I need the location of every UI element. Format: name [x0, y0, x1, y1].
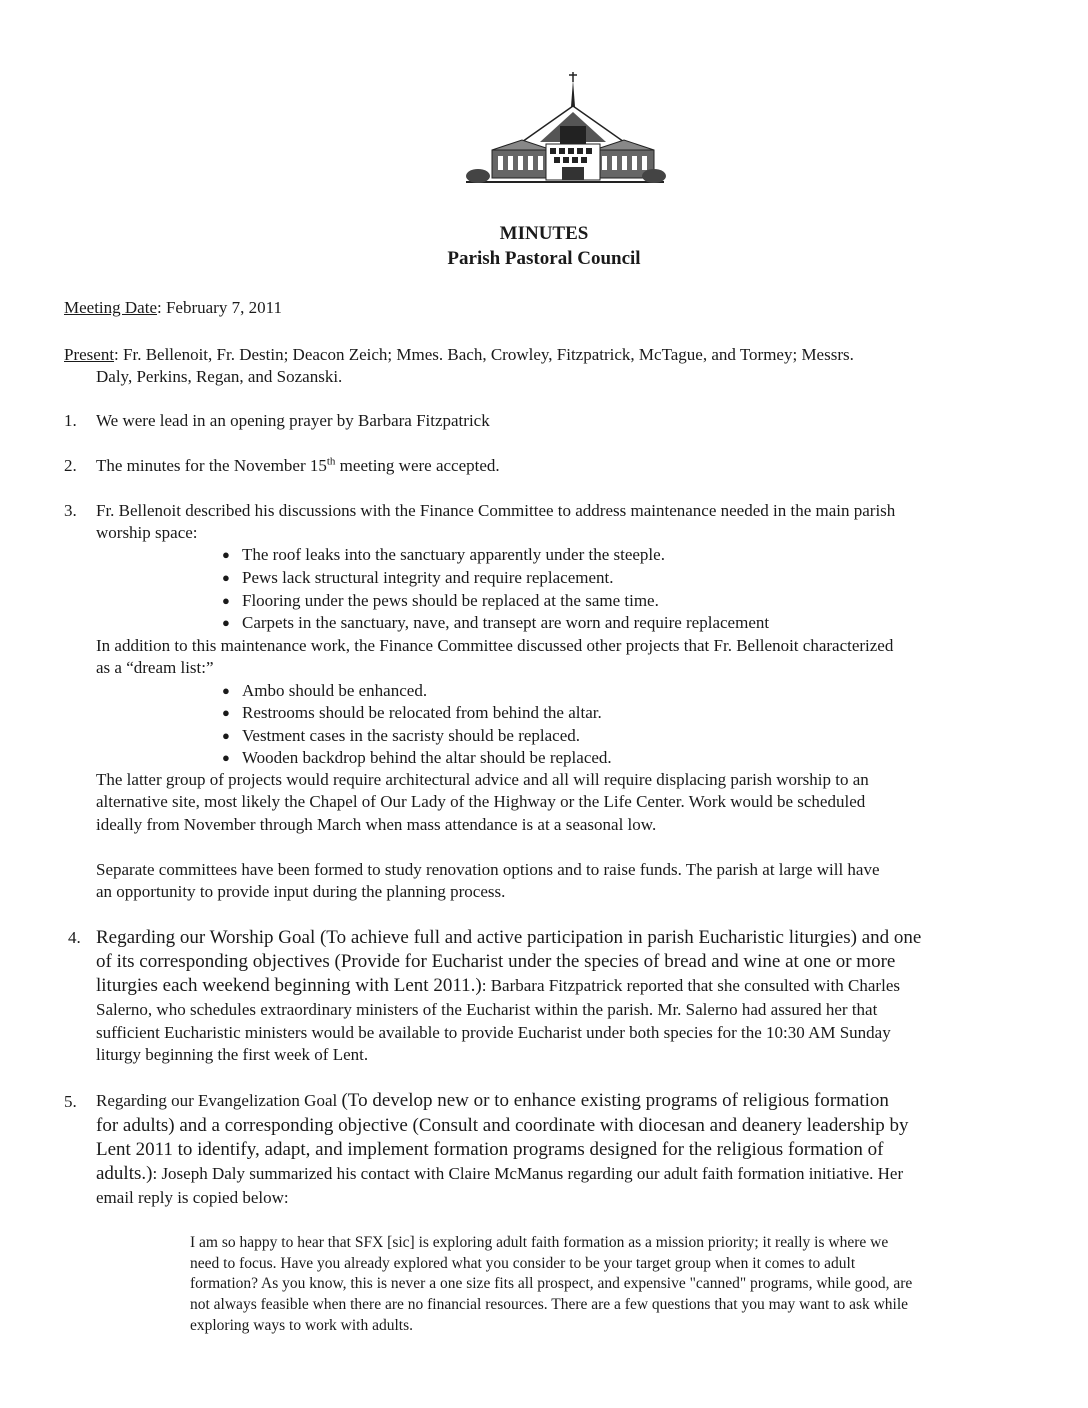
- list-item-text: Vestment cases in the sacristy should be replaced.: [242, 726, 581, 745]
- item5-goal: (To develop new or to enhance existing programs of religious formation: [341, 1090, 889, 1111]
- list-item: ● Restrooms should be relocated from behind the altar.: [222, 703, 602, 722]
- item3-after: ideally from November through March when mass attendance is at a seasonal low.: [96, 815, 657, 834]
- item2-sup: th: [326, 455, 336, 468]
- item5-lead: Regarding our Evangelization Goal: [96, 1091, 342, 1110]
- item3-line: Fr. Bellenoit described his discussions with the Finance Committee to address maintenance needed in the main parish: [96, 501, 896, 520]
- present-label: Present: [64, 345, 115, 364]
- email-quote-line: need to focus. Have you already explored what you consider to be your target group when it comes to adult: [190, 1255, 856, 1272]
- list-item: ● Pews lack structural integrity and require replacement.: [222, 568, 614, 587]
- list-item-text: Flooring under the pews should be replaced at the same time.: [242, 591, 659, 610]
- item-number: 4.: [68, 928, 81, 947]
- list-item: ● Carpets in the sanctuary, nave, and transept are worn and require replacement: [222, 613, 770, 632]
- item5-report: : Joseph Daly summarized his contact with Claire McManus regarding our adult faith formation initiative. Her: [152, 1164, 904, 1183]
- meeting-date-label: Meeting Date: [64, 298, 157, 317]
- item4-report: liturgy beginning the first week of Lent.: [96, 1045, 369, 1064]
- list-item-text: Carpets in the sanctuary, nave, and transept are worn and require replacement: [242, 613, 770, 632]
- list-item: ● The roof leaks into the sanctuary apparently under the steeple.: [222, 545, 665, 564]
- present-names-cont: Daly, Perkins, Regan, and Sozanski.: [96, 367, 343, 386]
- item5-mixed: [96, 1162, 903, 1185]
- item3-after: The latter group of projects would require architectural advice and all will require displacing parish worship to an: [96, 770, 869, 789]
- item4-report: : Barbara Fitzpatrick reported that she consulted with Charles: [481, 976, 900, 995]
- item4-goal: of its corresponding objectives (Provide for Eucharist under the species of bread and wine at one or more: [96, 951, 896, 972]
- email-quote-line: I am so happy to hear that SFX [sic] is exploring adult faith formation as a mission priority; it really is where we: [190, 1234, 889, 1251]
- meeting-date: [64, 296, 282, 319]
- church-logo: [462, 68, 668, 190]
- present-names: : Fr. Bellenoit, Fr. Destin; Deacon Zeich; Mmes. Bach, Crowley, Fitzpatrick, McTague, and Tormey; Messrs.: [114, 345, 854, 364]
- item4-objective-end: liturgies each weekend beginning with Lent 2011.): [96, 975, 482, 996]
- meeting-date-value: : February 7, 2011: [157, 298, 282, 317]
- item-number: 5.: [64, 1092, 77, 1111]
- email-quote-line: not always feasible when there are no financial resources. There are a few questions that you may want to ask while: [190, 1296, 909, 1313]
- list-item: ● Flooring under the pews should be replaced at the same time.: [222, 591, 659, 610]
- item3-committee: Separate committees have been formed to study renovation options and to raise funds. The parish at large will have: [96, 860, 880, 879]
- item4-report: sufficient Eucharistic ministers would be available to provide Eucharist under both species for the 10:30 AM Sunday: [96, 1023, 891, 1042]
- item-number: 3.: [64, 501, 77, 520]
- list-item: ● Ambo should be enhanced.: [222, 681, 428, 700]
- item3-after: alternative site, most likely the Chapel of Our Lady of the Highway or the Life Center. Work would be scheduled: [96, 792, 866, 811]
- item3-committee: an opportunity to provide input during the planning process.: [96, 882, 506, 901]
- item2-text-b: meeting were accepted.: [335, 456, 500, 475]
- item-number: 1.: [64, 411, 77, 430]
- item4-report: Salerno, who schedules extraordinary ministers of the Eucharist within the parish. Mr. Salerno had assured her that: [96, 1000, 878, 1019]
- page-subtitle: Parish Pastoral Council: [447, 248, 641, 269]
- item2-text-a: The minutes for the November 15: [96, 456, 327, 475]
- list-item-text: Wooden backdrop behind the altar should be replaced.: [242, 748, 612, 767]
- item3-dream-intro: In addition to this maintenance work, the Finance Committee discussed other projects that Fr. Bellenoit characterized: [96, 636, 894, 655]
- item-number: 2.: [64, 456, 77, 475]
- email-quote-line: formation? As you know, this is never a one size fits all prospect, and expensive "canned" programs, while good, are: [190, 1275, 913, 1292]
- item3-line: worship space:: [96, 523, 198, 542]
- item1-text: We were lead in an opening prayer by Barbara Fitzpatrick: [96, 411, 490, 430]
- list-item-text: Pews lack structural integrity and require replacement.: [242, 568, 614, 587]
- item5-first: [96, 1089, 889, 1112]
- list-item-text: Ambo should be enhanced.: [242, 681, 428, 700]
- item4-mixed: [96, 974, 900, 997]
- item4-goal: Regarding our Worship Goal (To achieve full and active participation in parish Eucharistic liturgies) and one: [96, 927, 922, 948]
- item5-goal: for adults) and a corresponding objective (Consult and coordinate with diocesan and deanery leadership by: [96, 1115, 909, 1136]
- list-item: ● Vestment cases in the sacristy should be replaced.: [222, 726, 581, 745]
- present-line: [64, 343, 854, 366]
- item5-report: email reply is copied below:: [96, 1188, 289, 1207]
- list-item-text: Restrooms should be relocated from behind the altar.: [242, 703, 602, 722]
- list-item-text: The roof leaks into the sanctuary apparently under the steeple.: [242, 545, 665, 564]
- item3-dream-intro: as a “dream list:”: [96, 658, 214, 677]
- page-title: MINUTES: [499, 223, 589, 244]
- email-quote-line: exploring ways to work with adults.: [190, 1317, 414, 1334]
- item5-goal: Lent 2011 to identify, adapt, and implement formation programs designed for the religious formation of: [96, 1139, 884, 1160]
- list-item: ● Wooden backdrop behind the altar should be replaced.: [222, 748, 612, 767]
- item5-objective-end: adults.): [96, 1163, 153, 1184]
- item2-text: [96, 454, 500, 477]
